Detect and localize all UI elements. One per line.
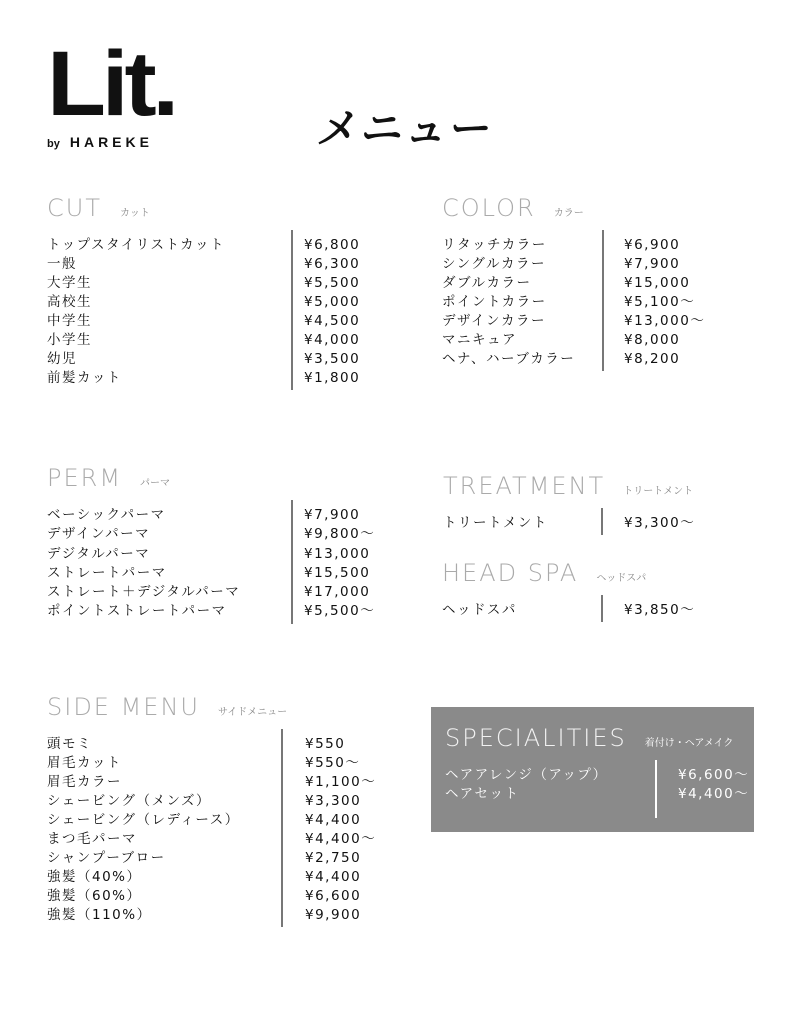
menu-item-price: ¥8,000 <box>624 332 681 348</box>
menu-item-price: ¥17,000 <box>304 584 371 601</box>
menu-item <box>442 601 696 620</box>
section-head-spa <box>442 559 696 620</box>
divider <box>291 500 293 624</box>
menu-item-name: ポイントカラー <box>442 294 547 310</box>
menu-item-price: ¥6,300 <box>304 256 361 272</box>
divider <box>291 230 293 390</box>
menu-item-name: リタッチカラー <box>442 237 547 253</box>
menu-item-price: ¥6,600～ <box>678 767 750 783</box>
menu-item-name: シェービング（メンズ） <box>47 793 212 809</box>
menu-item <box>47 506 361 525</box>
menu-item <box>47 255 361 274</box>
menu-item-name: 眉毛カット <box>47 755 122 771</box>
menu-item-price: ¥7,900 <box>304 507 361 523</box>
menu-item-price: ¥4,400 <box>305 869 362 885</box>
menu-item <box>47 236 361 255</box>
section-title: CUT <box>47 194 102 222</box>
menu-item-name: ストレート＋デジタルパーマ <box>47 584 241 601</box>
menu-item-price: ¥4,500 <box>304 313 361 329</box>
menu-item <box>47 830 377 849</box>
menu-item-name: 中学生 <box>47 313 92 329</box>
logo-brand: HAREKE <box>69 134 153 150</box>
menu-item <box>47 525 376 544</box>
menu-item-name: トリートメント <box>443 515 548 531</box>
menu-item <box>47 564 371 583</box>
logo-by: by <box>47 138 60 150</box>
section-title: HEAD SPA <box>442 559 579 587</box>
menu-item <box>445 785 750 804</box>
menu-item-price: ¥550 <box>305 736 346 752</box>
menu-item-name: トップスタイリストカット <box>47 237 225 253</box>
menu-item-price: ¥3,300～ <box>624 515 696 531</box>
section-title: SIDE MENU <box>47 693 200 721</box>
menu-item-name: ヘアアレンジ（アップ） <box>445 767 608 783</box>
menu-item-price: ¥3,300 <box>305 793 362 809</box>
menu-item-name: ヘッドスパ <box>442 602 517 618</box>
logo <box>47 33 192 150</box>
divider <box>601 595 603 622</box>
menu-item-price: ¥4,400～ <box>678 786 750 802</box>
menu-list <box>47 506 376 622</box>
page-title: メニュー <box>314 104 498 153</box>
menu-item-name: ヘアセット <box>445 786 520 802</box>
menu-item-price: ¥13,000～ <box>624 313 706 329</box>
menu-item <box>47 583 371 602</box>
menu-item-name: 高校生 <box>47 294 92 310</box>
menu-item-price: ¥6,900 <box>624 237 681 253</box>
section-subtitle: 着付け・ヘアメイク <box>644 738 734 749</box>
menu-item <box>442 236 681 255</box>
section-color <box>442 194 706 369</box>
menu-item <box>47 369 361 388</box>
menu-item-name: デザインパーマ <box>47 526 151 543</box>
menu-item-price: ¥1,800 <box>304 370 361 386</box>
menu-item-name: 一般 <box>47 256 77 272</box>
menu-item-name: 小学生 <box>47 332 92 348</box>
menu-list <box>47 236 361 388</box>
menu-item-name: ストレートパーマ <box>47 564 167 581</box>
menu-item-price: ¥9,900 <box>305 907 362 923</box>
menu-item-price: ¥6,600 <box>305 888 362 904</box>
menu-item-price: ¥15,000 <box>624 275 691 291</box>
menu-item-price: ¥9,800～ <box>304 526 376 543</box>
menu-item-price: ¥5,500～ <box>304 603 376 620</box>
menu-item-name: まつ毛パーマ <box>47 831 137 847</box>
menu-item-name: シングルカラー <box>442 256 546 272</box>
menu-item-name: デザインカラー <box>442 313 547 329</box>
menu-item <box>47 754 361 773</box>
menu-item-name: 頭モミ <box>47 736 92 752</box>
menu-item-price: ¥5,000 <box>304 294 361 310</box>
section-title: SPECIALITIES <box>445 724 627 752</box>
menu-item-name: シェービング（レディース） <box>47 812 240 828</box>
menu-item <box>47 602 376 621</box>
menu-item-price: ¥5,500 <box>304 275 361 291</box>
section-title: PERM <box>47 464 123 492</box>
menu-item-price: ¥13,000 <box>304 545 371 562</box>
menu-item <box>47 792 362 811</box>
menu-item-name: 眉毛カラー <box>47 774 122 790</box>
menu-item <box>442 274 691 293</box>
menu-item-price: ¥15,500 <box>304 564 371 581</box>
menu-item <box>47 735 346 754</box>
section-cut <box>47 194 361 388</box>
section-subtitle: サイドメニュー <box>217 707 288 718</box>
divider <box>655 760 657 818</box>
menu-item-price: ¥4,400 <box>305 812 362 828</box>
divider <box>602 230 604 371</box>
menu-item <box>442 293 696 312</box>
menu-item <box>442 331 681 350</box>
menu-item-name: ポイントストレートパーマ <box>47 603 227 620</box>
menu-item-name: 幼児 <box>47 351 77 367</box>
section-perm <box>47 464 376 622</box>
menu-item <box>47 868 362 887</box>
menu-item-name: シャンプーブロー <box>47 850 166 866</box>
section-subtitle: ヘッドスパ <box>596 573 647 584</box>
menu-list <box>47 735 377 925</box>
menu-item-price: ¥1,100～ <box>305 774 377 790</box>
section-specialities <box>445 724 750 804</box>
menu-item <box>47 274 361 293</box>
section-specialities-box <box>431 707 754 832</box>
menu-item <box>47 350 361 369</box>
menu-item-name: 強髪（60%） <box>47 888 142 904</box>
section-treatment <box>443 472 696 533</box>
menu-item-price: ¥3,500 <box>304 351 361 367</box>
menu-item <box>47 545 371 564</box>
menu-item-name: ダブルカラー <box>442 275 532 291</box>
menu-item-price: ¥5,100～ <box>624 294 696 310</box>
divider <box>601 508 603 535</box>
menu-item-price: ¥4,000 <box>304 332 361 348</box>
section-title: TREATMENT <box>443 472 606 500</box>
menu-list <box>442 601 696 620</box>
menu-item-name: 前髪カット <box>47 370 122 386</box>
menu-item-price: ¥4,400～ <box>305 831 377 847</box>
menu-item-price: ¥6,800 <box>304 237 361 253</box>
menu-item <box>47 906 362 925</box>
menu-item-name: マニキュア <box>442 332 517 348</box>
menu-item <box>47 293 361 312</box>
menu-item <box>442 255 681 274</box>
section-side-menu <box>47 693 377 925</box>
menu-item <box>47 312 361 331</box>
menu-list <box>443 514 696 533</box>
menu-item <box>443 514 696 533</box>
menu-item <box>47 811 362 830</box>
section-subtitle: トリートメント <box>623 486 694 497</box>
menu-item-name: デジタルパーマ <box>47 545 151 562</box>
menu-item-price: ¥2,750 <box>305 850 362 866</box>
section-subtitle: パーマ <box>140 478 171 489</box>
menu-item <box>47 849 362 868</box>
menu-item <box>47 773 377 792</box>
menu-item-name: 強髪（110%） <box>47 907 152 923</box>
section-subtitle: カット <box>119 208 150 219</box>
menu-item-price: ¥8,200 <box>624 351 681 367</box>
menu-item-price: ¥3,850～ <box>624 602 696 618</box>
menu-item-name: ヘナ、ハーブカラー <box>442 351 576 367</box>
section-subtitle: カラー <box>553 208 584 219</box>
menu-item-price: ¥550～ <box>305 755 361 771</box>
logo-mark: Lit. <box>47 33 176 135</box>
section-title: COLOR <box>442 194 536 222</box>
menu-list <box>445 766 750 804</box>
menu-item-name: 強髪（40%） <box>47 869 142 885</box>
divider <box>281 729 283 927</box>
menu-item-name: 大学生 <box>47 275 92 291</box>
menu-item-name: ベーシックパーマ <box>47 507 166 523</box>
menu-list <box>442 236 706 369</box>
menu-item <box>445 766 750 785</box>
menu-item <box>47 887 362 906</box>
menu-item-price: ¥7,900 <box>624 256 681 272</box>
menu-item <box>442 312 706 331</box>
menu-item <box>47 331 361 350</box>
menu-item <box>442 350 681 369</box>
